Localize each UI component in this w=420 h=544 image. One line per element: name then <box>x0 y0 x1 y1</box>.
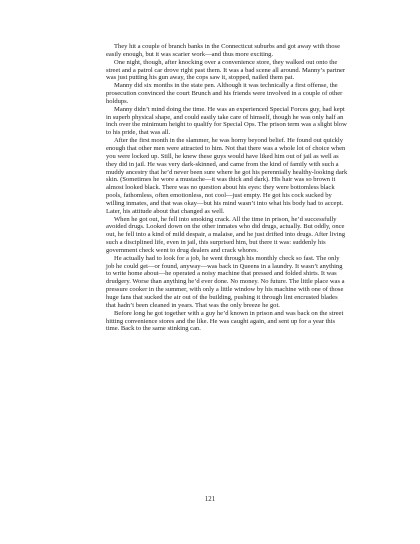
paragraph: When he got out, he fell into smoking crack. All the time in prison, he’d successfully avoided drugs. Looked down on the other inmates who did drugs, actually. But oddly, once out, he fell into a kind of mild despair, a malaise, and he just drifted into drugs. After living such a disciplined life, even in jail, this surprised him, but there it was: suddenly his government check went to drug dealers and crack whores. <box>106 215 346 254</box>
paragraph: They hit a couple of branch banks in the Connecticut suburbs and got away with those easily enough, but it was scarier work—and thus more exciting. <box>106 43 340 58</box>
paragraph: One night, though, after knocking over a convenience store, they walked out onto the street and a patrol car drove right past them. It was a bad scene all around. Manny’s partner was just putting his gun away, the cops saw it, stopped, nailed them pat. <box>106 58 346 82</box>
page-number: 121 <box>204 496 216 503</box>
body-text <box>106 43 348 333</box>
paragraph: Manny didn’t mind doing the time. He was an experienced Special Forces guy, had kept in superb physical shape, and could easily take care of himself, though he was only half an inch over the minimum height to qualify for Special Ops. The prison term was a slight blow to his pride, that was all. <box>106 105 347 137</box>
paragraph: After the first month in the slammer, he was horny beyond belief. He found out quickly enough that other men were attracted to him. Not that there was a whole lot of choice when you were locked up. Still, he knew these guys would have liked him out of jail as well as they did in jail. He was very dark-skinned, and came from the kind of family with such a muddy ancestry that he’d never been sure where he got his perennially healthy-looking dark skin. (Sometimes he wore a mustache—it was thick and dark). His hair was so brown it almost looked black. There was no question about his eyes: they were bottomless black pools, fathomless, often emotionless, not cool—just empty. He got his cock sucked by willing inmates, and that was okay—but his mind wasn’t into what his body had to accept. Later, his attitude about that changed as well. <box>106 137 348 215</box>
paragraph: Manny did six months in the state pen. Although it was technically a first offense, the prosecution convinced the court Brunch and his friends were involved in a couple of other holdups. <box>106 82 343 105</box>
paragraph: Before long he got together with a guy he’d known in prison and was back on the street hitting convenience stores and the like. He was caught again, and sent up for a year this time. Back to the same stinking can. <box>106 309 344 333</box>
paragraph: He actually had to look for a job, he went through his monthly check so fast. The only job he could get—or found, anyway—was back in Queens in a laundry. It wasn’t anything to write home about—he operated a noisy machine that pressed and folded shirts. It was drudgery. Worse than anything he’d ever done. No money. No future. The little place was a pressure cooker in the summer, with only a little window by his machine with one of those huge fans that sucked the air out of the building, pushing it through lint encrusted blades that hadn’t been cleaned in years. That was the only breeze he got. <box>106 254 345 309</box>
